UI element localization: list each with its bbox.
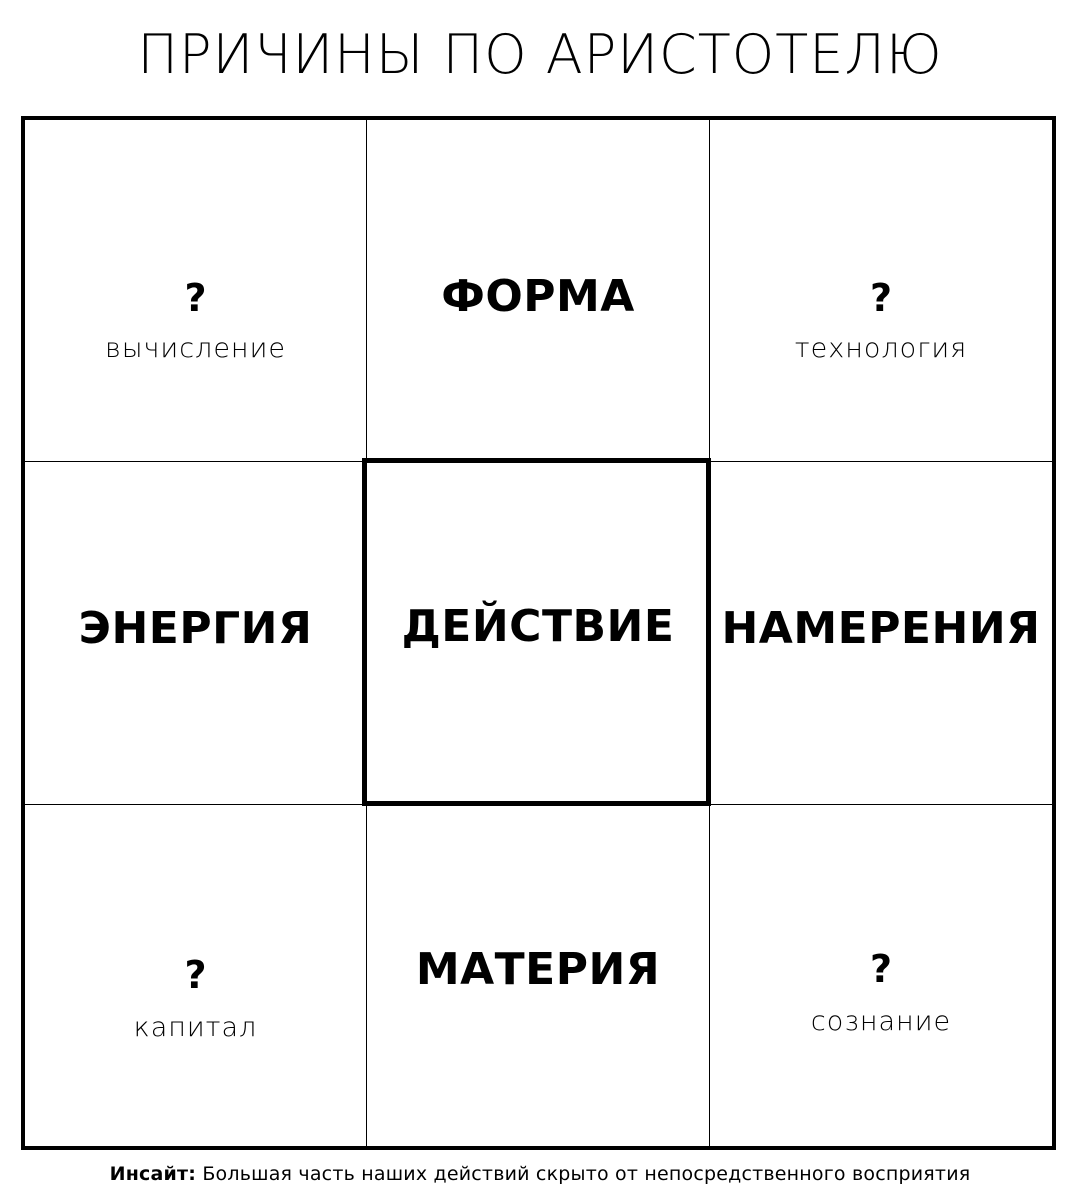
- caption-technology: технология: [794, 333, 968, 364]
- caption-computation: вычисление: [105, 333, 286, 364]
- cell-bottom-right: [710, 805, 1052, 1146]
- question-mark-top-left: ?: [184, 276, 207, 320]
- question-mark-bottom-right: ?: [869, 947, 893, 991]
- caption-consciousness: сознание: [810, 1006, 952, 1037]
- label-action: ДЕЙСТВИЕ: [401, 601, 675, 652]
- cell-middle-right: [710, 462, 1052, 805]
- cell-bottom-center: [367, 805, 710, 1146]
- label-matter: МАТЕРИЯ: [415, 944, 661, 995]
- question-mark-bottom-left: ?: [184, 953, 207, 997]
- diagram-title: ПРИЧИНЫ ПО АРИСТОТЕЛЮ: [137, 23, 943, 86]
- insight-label: Инсайт:: [109, 1163, 197, 1185]
- label-intentions: НАМЕРЕНИЯ: [721, 603, 1041, 654]
- cell-bottom-left: [25, 805, 367, 1146]
- insight-footer: [0, 1160, 1080, 1188]
- label-form: ФОРМА: [441, 271, 635, 322]
- question-mark-top-right: ?: [869, 276, 893, 320]
- center-highlight-frame: [362, 458, 711, 806]
- cell-top-left: [25, 120, 367, 462]
- cell-top-center: [367, 120, 710, 462]
- label-energy: ЭНЕРГИЯ: [78, 603, 313, 654]
- insight-text: Большая часть наших действий скрыто от непосредственного восприятия: [202, 1163, 971, 1185]
- cell-top-right: [710, 120, 1052, 462]
- caption-capital: капитал: [133, 1012, 258, 1043]
- cell-middle-left: [25, 462, 367, 805]
